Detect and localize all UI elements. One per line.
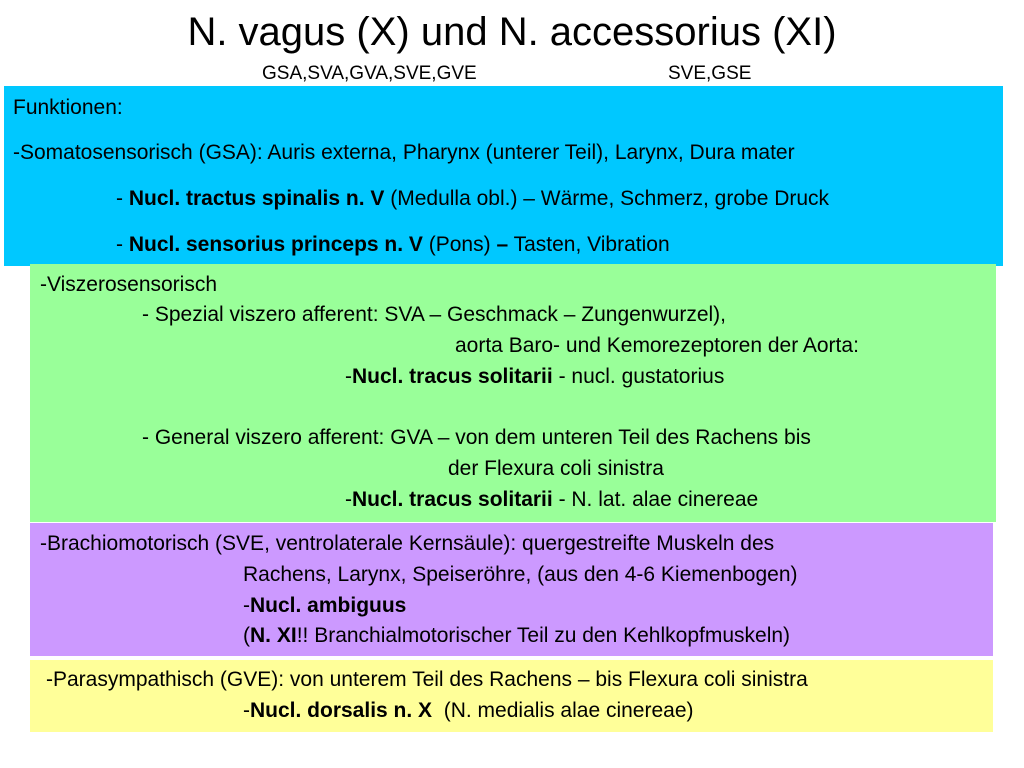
subtitle-fiber-types-vagus: GSA,SVA,GVA,SVE,GVE (262, 63, 477, 84)
nucl-sensorius-princeps-line: - Nucl. sensorius princeps n. V (Pons) – Tasten, Vibration (116, 233, 670, 256)
page-title: N. vagus (X) und N. accessorius (XI) (187, 10, 837, 54)
gve-line: -Parasympathisch (GVE): von unterem Teil des Rachens – bis Flexura coli sinistra (46, 668, 808, 691)
sva-nucleus-line: -Nucl. tracus solitarii - nucl. gustatorius (345, 365, 725, 388)
sve-line: -Brachiomotorisch (SVE, ventrolaterale Kernsäule): quergestreifte Muskeln des (40, 532, 775, 555)
subtitle-fiber-types-accessorius: SVE,GSE (668, 63, 752, 84)
gva-nucleus-line: -Nucl. tracus solitarii - N. lat. alae cinereae (345, 488, 759, 511)
branchiomotor-box (30, 523, 993, 656)
n-xi-line: (N. XI!! Branchialmotorischer Teil zu den Kehlkopfmuskeln) (243, 624, 791, 647)
viscerosensory-box (30, 264, 996, 522)
sva-aorta-line: aorta Baro- und Kemorezeptoren der Aorta: (455, 334, 859, 357)
nucl-dorsalis-line: -Nucl. dorsalis n. X (N. medialis alae cinereae) (243, 699, 694, 722)
sva-line: - Spezial viszero afferent: SVA – Geschmack – Zungenwurzel), (142, 303, 726, 326)
nucl-tractus-spinalis-line: - Nucl. tractus spinalis n. V (Medulla obl.) – Wärme, Schmerz, grobe Druck (116, 187, 830, 210)
somatosensory-box (4, 86, 1003, 266)
functions-heading: Funktionen: (13, 96, 123, 119)
sve-targets-line: Rachens, Larynx, Speiseröhre, (aus den 4-6 Kiemenbogen) (243, 563, 798, 586)
viscerosensory-heading: -Viszerosensorisch (40, 273, 218, 296)
gva-flexura-line: der Flexura coli sinistra (448, 457, 664, 480)
parasympathetic-box (30, 660, 993, 732)
gsa-line: -Somatosensorisch (GSA): Auris externa, Pharynx (unterer Teil), Larynx, Dura mater (13, 141, 795, 164)
nucl-ambiguus-line: -Nucl. ambiguus (243, 594, 407, 617)
gva-line: - General viszero afferent: GVA – von dem unteren Teil des Rachens bis (142, 426, 811, 449)
